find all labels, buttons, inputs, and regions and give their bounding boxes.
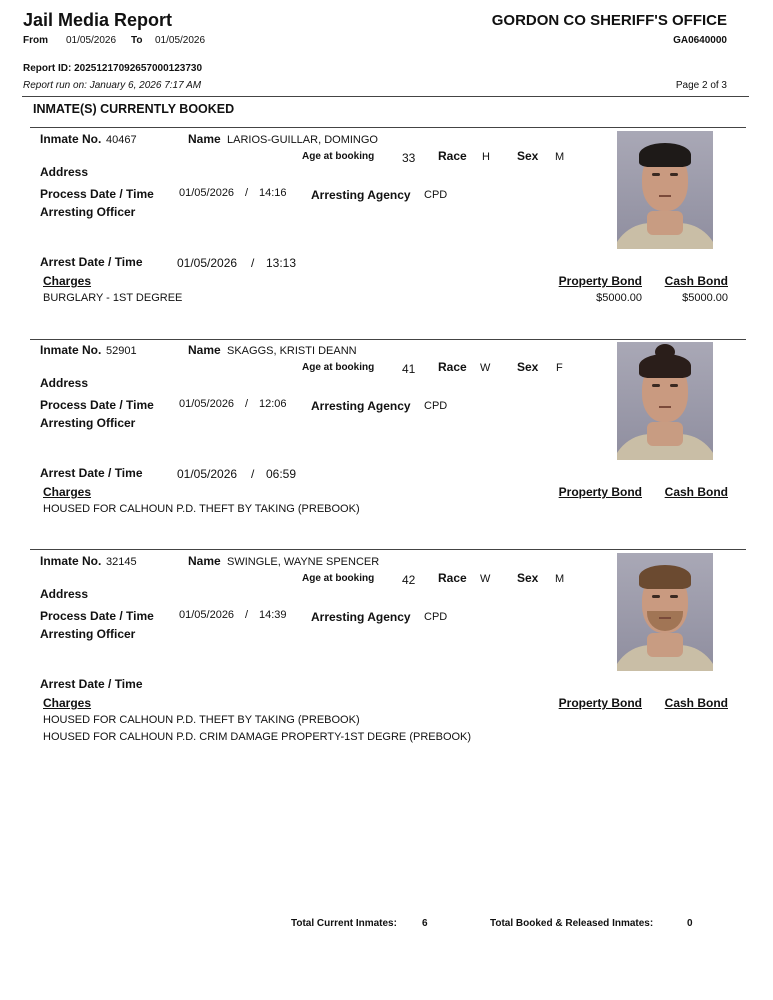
arrest-slash: / — [251, 256, 255, 270]
to-date: 01/05/2026 — [155, 35, 206, 46]
inmate-no-label: Inmate No. — [40, 132, 102, 146]
report-id: Report ID: 20251217092657000123730 — [23, 63, 203, 74]
address-label: Address — [40, 165, 89, 179]
property-bond-value: $5000.00 — [596, 292, 642, 304]
mugshot-photo — [617, 553, 713, 671]
process-date-value: 01/05/2026 — [179, 398, 235, 410]
address-label: Address — [40, 376, 89, 390]
inmate-no-value: 52901 — [106, 345, 137, 357]
report-title: Jail Media Report — [23, 10, 173, 30]
process-time-value: 14:16 — [259, 187, 287, 199]
sex-value: M — [555, 573, 565, 585]
sex-label: Sex — [517, 360, 539, 374]
inmate-no-value: 40467 — [106, 134, 137, 146]
charges-label: Charges — [43, 696, 92, 710]
hair-shape — [639, 354, 691, 378]
mugshot-photo — [617, 342, 713, 460]
total-booked-released-value: 0 — [687, 918, 693, 929]
arresting-agency-value: CPD — [424, 611, 448, 623]
arrest-date-label: Arrest Date / Time — [40, 466, 143, 480]
cash-bond-label: Cash Bond — [664, 485, 728, 499]
from-date: 01/05/2026 — [66, 35, 117, 46]
inmate-no-label: Inmate No. — [40, 343, 102, 357]
process-slash: / — [245, 609, 249, 621]
sex-label: Sex — [517, 571, 539, 585]
total-booked-released-label: Total Booked & Released Inmates: — [490, 918, 654, 929]
process-time-value: 14:39 — [259, 609, 287, 621]
hair-shape — [639, 565, 691, 589]
arrest-date-value: 01/05/2026 — [177, 256, 238, 270]
arresting-officer-label: Arresting Officer — [40, 627, 136, 641]
process-slash: / — [245, 187, 249, 199]
agency-name: GORDON CO SHERIFF'S OFFICE — [491, 12, 727, 29]
sex-value: M — [555, 151, 565, 163]
report-run-date: Report run on: January 6, 2026 7:17 AM — [23, 80, 202, 91]
name-value: SKAGGS, KRISTI DEANN — [227, 345, 357, 357]
cash-bond-label: Cash Bond — [664, 696, 728, 710]
property-bond-label: Property Bond — [558, 485, 642, 499]
section-title: INMATE(S) CURRENTLY BOOKED — [33, 102, 235, 116]
total-current-value: 6 — [422, 918, 428, 929]
inmate-divider-2 — [30, 339, 746, 340]
name-label: Name — [188, 343, 221, 357]
age-value: 42 — [402, 573, 416, 587]
cash-bond-value: $5000.00 — [682, 292, 728, 304]
charge-line: HOUSED FOR CALHOUN P.D. CRIM DAMAGE PROPERTY-1ST DEGRE (PREBOOK) — [43, 731, 472, 743]
arresting-officer-label: Arresting Officer — [40, 416, 136, 430]
name-value: SWINGLE, WAYNE SPENCER — [227, 556, 380, 568]
race-value: W — [480, 573, 491, 585]
process-date-value: 01/05/2026 — [179, 187, 235, 199]
sex-label: Sex — [517, 149, 539, 163]
charge-line: HOUSED FOR CALHOUN P.D. THEFT BY TAKING (PREBOOK) — [43, 714, 360, 726]
property-bond-label: Property Bond — [558, 274, 642, 288]
name-value: LARIOS-GUILLAR, DOMINGO — [227, 134, 378, 146]
charge-line: HOUSED FOR CALHOUN P.D. THEFT BY TAKING (PREBOOK) — [43, 503, 360, 515]
age-label: Age at booking — [302, 573, 375, 584]
race-value: H — [482, 151, 490, 163]
process-date-value: 01/05/2026 — [179, 609, 235, 621]
to-label: To — [131, 35, 143, 46]
address-label: Address — [40, 587, 89, 601]
age-label: Age at booking — [302, 362, 375, 373]
agency-code: GA0640000 — [673, 35, 727, 46]
race-label: Race — [438, 149, 467, 163]
arresting-agency-value: CPD — [424, 400, 448, 412]
arresting-agency-label: Arresting Agency — [311, 399, 411, 413]
hair-shape — [639, 143, 691, 167]
race-label: Race — [438, 360, 467, 374]
process-date-label: Process Date / Time — [40, 398, 154, 412]
arresting-agency-label: Arresting Agency — [311, 610, 411, 624]
page-number: Page 2 of 3 — [675, 80, 727, 91]
inmate-no-label: Inmate No. — [40, 554, 102, 568]
race-value: W — [480, 362, 491, 374]
charges-label: Charges — [43, 274, 92, 288]
arrest-date-label: Arrest Date / Time — [40, 255, 143, 269]
process-date-label: Process Date / Time — [40, 187, 154, 201]
mugshot-photo — [617, 131, 713, 249]
arrest-time-value: 13:13 — [266, 256, 297, 270]
from-label: From — [23, 35, 48, 46]
arrest-date-label: Arrest Date / Time — [40, 677, 143, 691]
name-label: Name — [188, 132, 221, 146]
arrest-date-value: 01/05/2026 — [177, 467, 238, 481]
sex-value: F — [556, 362, 563, 374]
charge-line: BURGLARY - 1ST DEGREE — [43, 292, 183, 304]
inmate-divider-3 — [30, 549, 746, 550]
age-value: 33 — [402, 151, 416, 165]
arrest-time-value: 06:59 — [266, 467, 297, 481]
inmate-no-value: 32145 — [106, 556, 137, 568]
arresting-agency-value: CPD — [424, 189, 448, 201]
charges-label: Charges — [43, 485, 92, 499]
arrest-slash: / — [251, 467, 255, 481]
race-label: Race — [438, 571, 467, 585]
arresting-agency-label: Arresting Agency — [311, 188, 411, 202]
name-label: Name — [188, 554, 221, 568]
arresting-officer-label: Arresting Officer — [40, 205, 136, 219]
cash-bond-label: Cash Bond — [664, 274, 728, 288]
process-slash: / — [245, 398, 249, 410]
age-label: Age at booking — [302, 151, 375, 162]
total-current-label: Total Current Inmates: — [291, 918, 397, 929]
process-time-value: 12:06 — [259, 398, 287, 410]
process-date-label: Process Date / Time — [40, 609, 154, 623]
header-divider — [22, 96, 749, 97]
age-value: 41 — [402, 362, 416, 376]
property-bond-label: Property Bond — [558, 696, 642, 710]
inmate-divider-1 — [30, 127, 746, 128]
